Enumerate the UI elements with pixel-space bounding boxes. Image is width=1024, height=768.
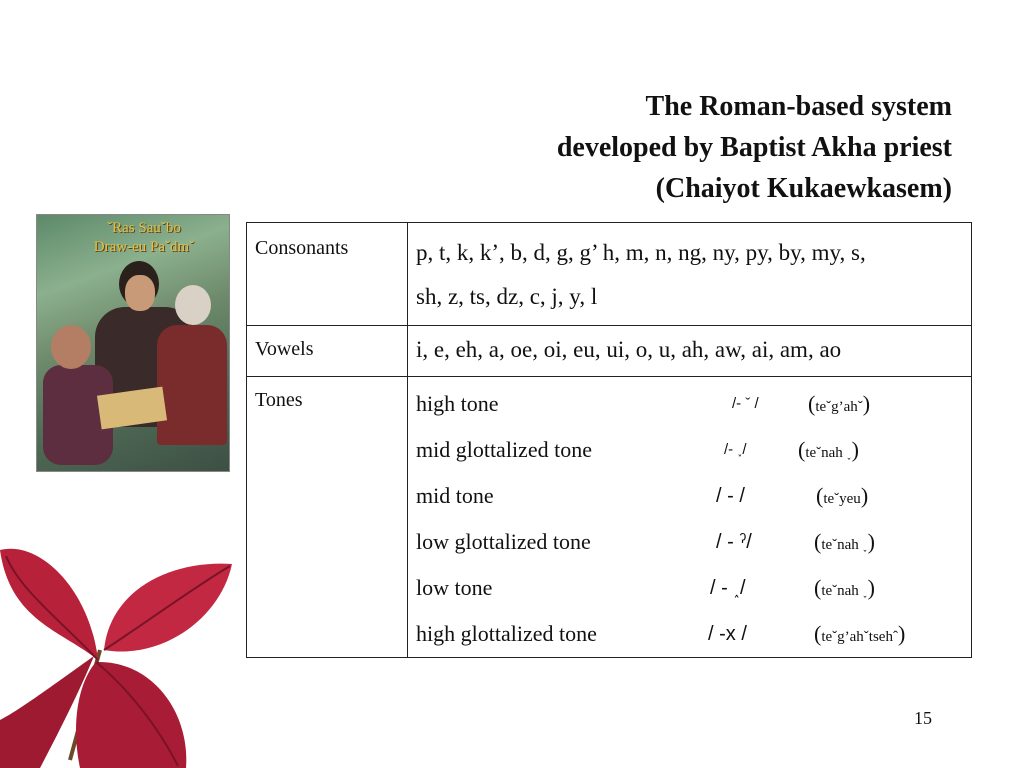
tone-mark: /- ˯/: [724, 441, 747, 458]
photo-caption: [59, 219, 229, 257]
vowels-row: [247, 326, 972, 377]
photo-figure: [51, 325, 91, 369]
tone-row-low-glottalized: [416, 519, 971, 565]
tone-example: (teˇg’ahˇtsehˆ): [814, 621, 906, 646]
title-line-2: developed by Baptist Akha priest: [556, 132, 952, 163]
tone-row-mid: [416, 473, 971, 519]
page-number: 15: [914, 708, 932, 728]
vowels-value: i, e, eh, a, oe, oi, eu, ui, o, u, ah, aw, ai, am, ao: [408, 326, 972, 377]
orthography-table: [246, 222, 972, 658]
consonants-value: [408, 223, 972, 326]
consonants-line-2: sh, z, ts, dz, c, j, y, l: [416, 284, 598, 309]
tone-row-high-glottalized: [416, 611, 971, 657]
consonants-line-1: p, t, k, k’, b, d, g, g’ h, m, n, ng, ny, py, by, my, s,: [416, 240, 866, 265]
consonants-row: [247, 223, 972, 326]
tone-example: (teˇnah ˯): [798, 437, 859, 462]
tone-mark: / - /: [716, 485, 745, 507]
photo-figure: [157, 325, 227, 445]
tones-value: [408, 377, 972, 658]
title-line-1: The Roman-based system: [645, 91, 952, 122]
photo-figure: [175, 285, 211, 325]
tone-row-mid-glottalized: [416, 427, 971, 473]
tone-name: low glottalized tone: [416, 529, 591, 554]
slide-title: [392, 86, 952, 209]
tone-mark: / -x /: [708, 623, 747, 645]
tone-example: (teˇnah ˯): [814, 575, 875, 600]
tone-row-high: [416, 381, 971, 427]
tone-mark: /- ˇ /: [732, 395, 759, 412]
photo-figure: [125, 275, 155, 311]
book-cover-photo: [36, 214, 230, 472]
title-line-3: (Chaiyot Kukaewkasem): [655, 173, 952, 204]
tone-row-low: [416, 565, 971, 611]
tone-mark: / - ˀ/: [716, 531, 752, 553]
tone-example: (teˇg’ahˇ): [808, 391, 871, 416]
tones-row: [247, 377, 972, 658]
tone-name: high glottalized tone: [416, 621, 597, 646]
photo-caption-line-1: ˇRas Sauˇbo: [107, 220, 181, 236]
vowels-label: Vowels: [247, 326, 408, 377]
photo-caption-line-2: Draw-eu Paˇdmˇ: [93, 239, 195, 255]
tone-example: (teˇyeu): [816, 483, 869, 508]
tone-example: (teˇnah ˯): [814, 529, 875, 554]
consonants-label: Consonants: [247, 223, 408, 326]
tone-name: mid glottalized tone: [416, 437, 592, 462]
red-leaves-decoration: [0, 510, 240, 768]
tone-name: mid tone: [416, 483, 494, 508]
tones-label: Tones: [247, 377, 408, 658]
leaf: [0, 549, 98, 660]
tone-name: high tone: [416, 391, 499, 416]
tone-mark: / - ˰/: [710, 577, 746, 599]
tone-name: low tone: [416, 575, 493, 600]
